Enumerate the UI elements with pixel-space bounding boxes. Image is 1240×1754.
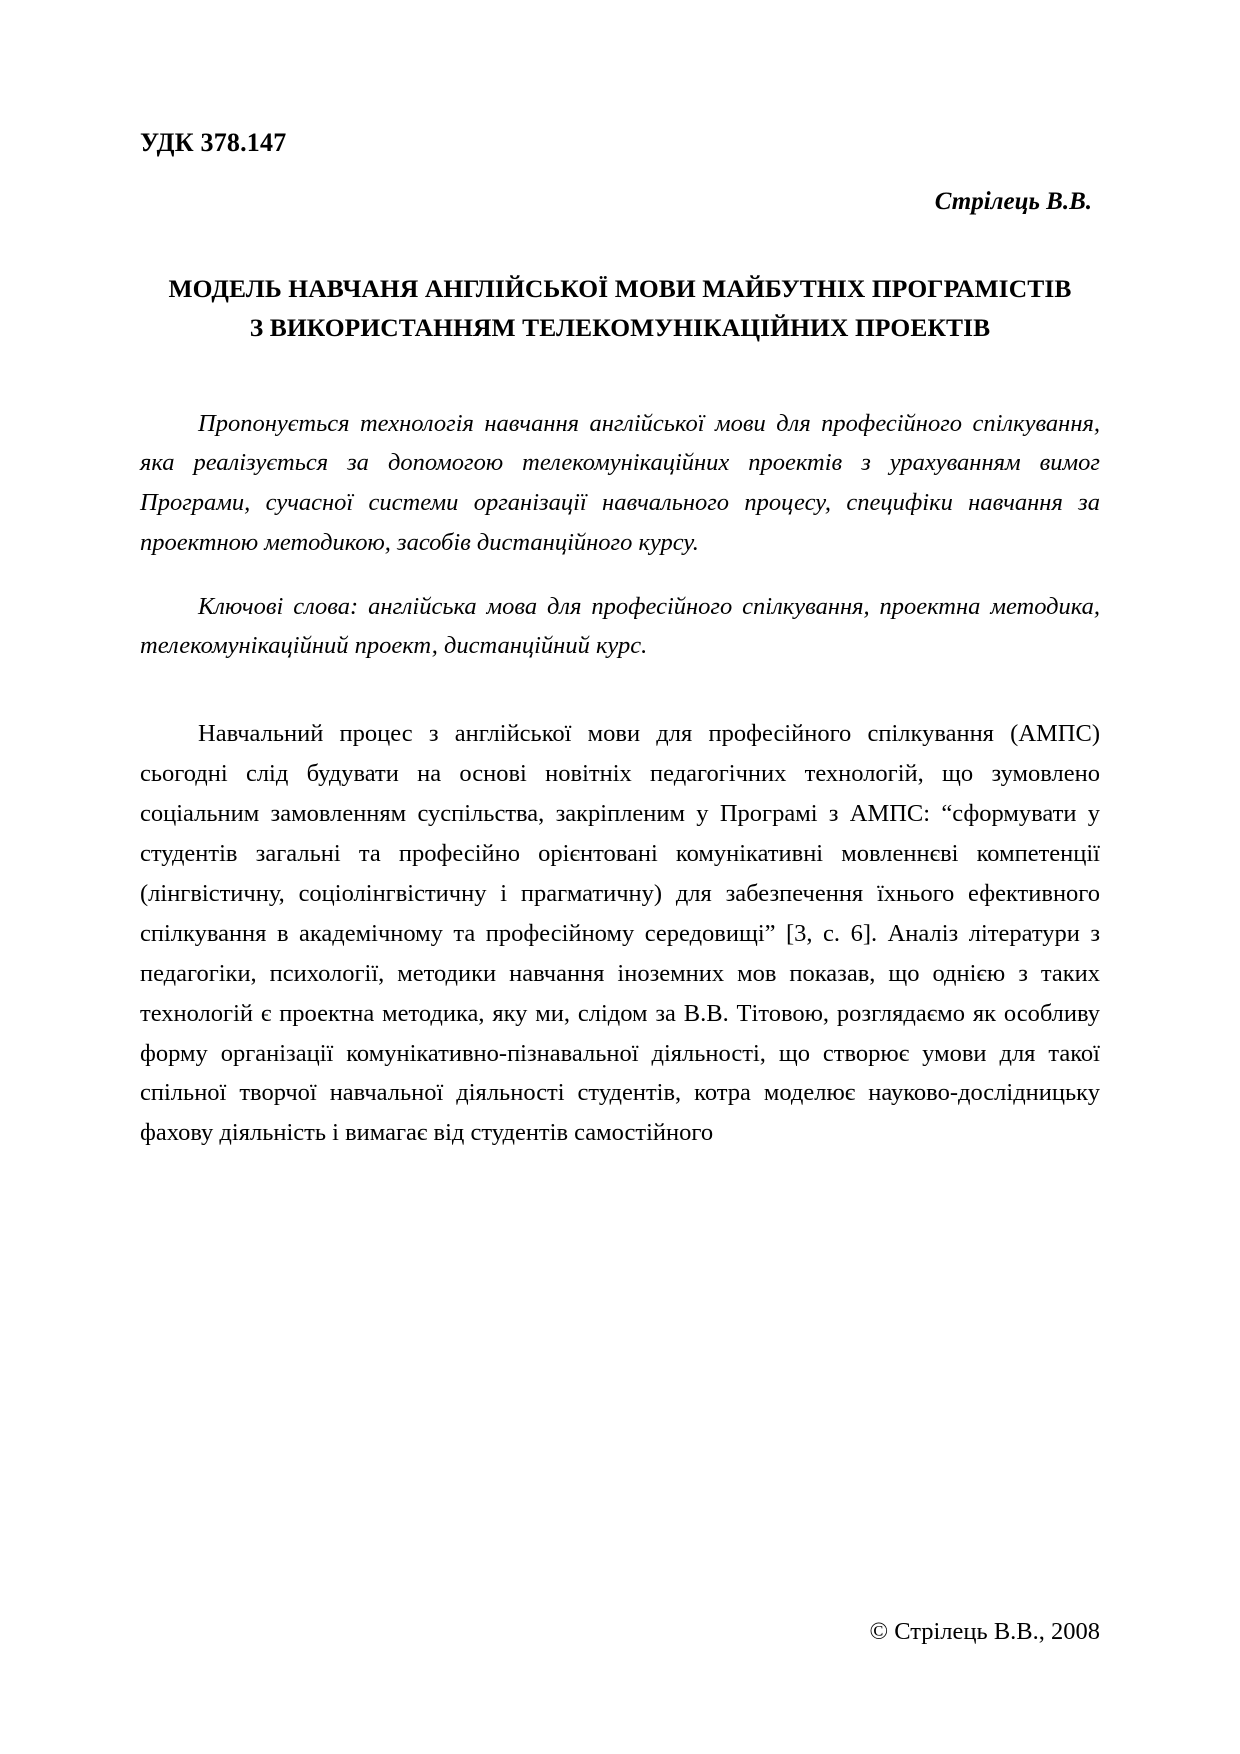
- author-name: Стрілець В.В.: [934, 188, 1092, 215]
- udc-code: УДК 378.147: [140, 128, 287, 157]
- abstract-paragraph: Пропонується технологія навчання англійської мови для професійного спілкування, яка реалізується за допомогою телекомунікаційних проектів з урахуванням вимог Програми, сучасної системи організації навчального процесу, специфіки навчання за проектною методикою, засобів дистанційного курсу.: [140, 409, 1100, 556]
- page-title: МОДЕЛЬ НАВЧАНЯ АНГЛІЙСЬКОЇ МОВИ МАЙБУТНІХ ПРОГРАМІСТІВ З ВИКОРИСТАННЯМ ТЕЛЕКОМУНІКАЦІЙНИХ ПРОЕКТІВ: [168, 274, 1072, 342]
- body-paragraph-1: Навчальний процес з англійської мови для професійного спілкування (АМПС) сьогодні слід будувати на основі новітніх педагогічних технологій, що зумовлено соціальним замовленням суспільства, закріпленим у Програмі з АМПС: “сформувати у студентів загальні та професійно орієнтовані комунікативні мовленнєві компетенції (лінгвістичну, соціолінгвістичну і прагматичну) для забезпечення їхнього ефективного спілкування в академічному та професійному середовищі” [3, с. 6]. Аналіз літератури з педагогіки, психології, методики навчання іноземних мов показав, що однією з таких технологій є проектна методика, яку ми, слідом за В.В. Тітовою, розглядаємо як особливу форму організації комунікативно-пізнавальної діяльності, що створює умови для такої спільної творчої навчальної діяльності студентів, котра моделює науково-дослідницьку фахову діяльність і вимагає від студентів самостійного: [140, 720, 1100, 1147]
- keywords-paragraph: Ключові слова: англійська мова для професійного спілкування, проектна методика, телекомунікаційний проект, дистанційний курс.: [140, 592, 1100, 660]
- copyright-notice: © Стрілець В.В., 2008: [869, 1618, 1100, 1645]
